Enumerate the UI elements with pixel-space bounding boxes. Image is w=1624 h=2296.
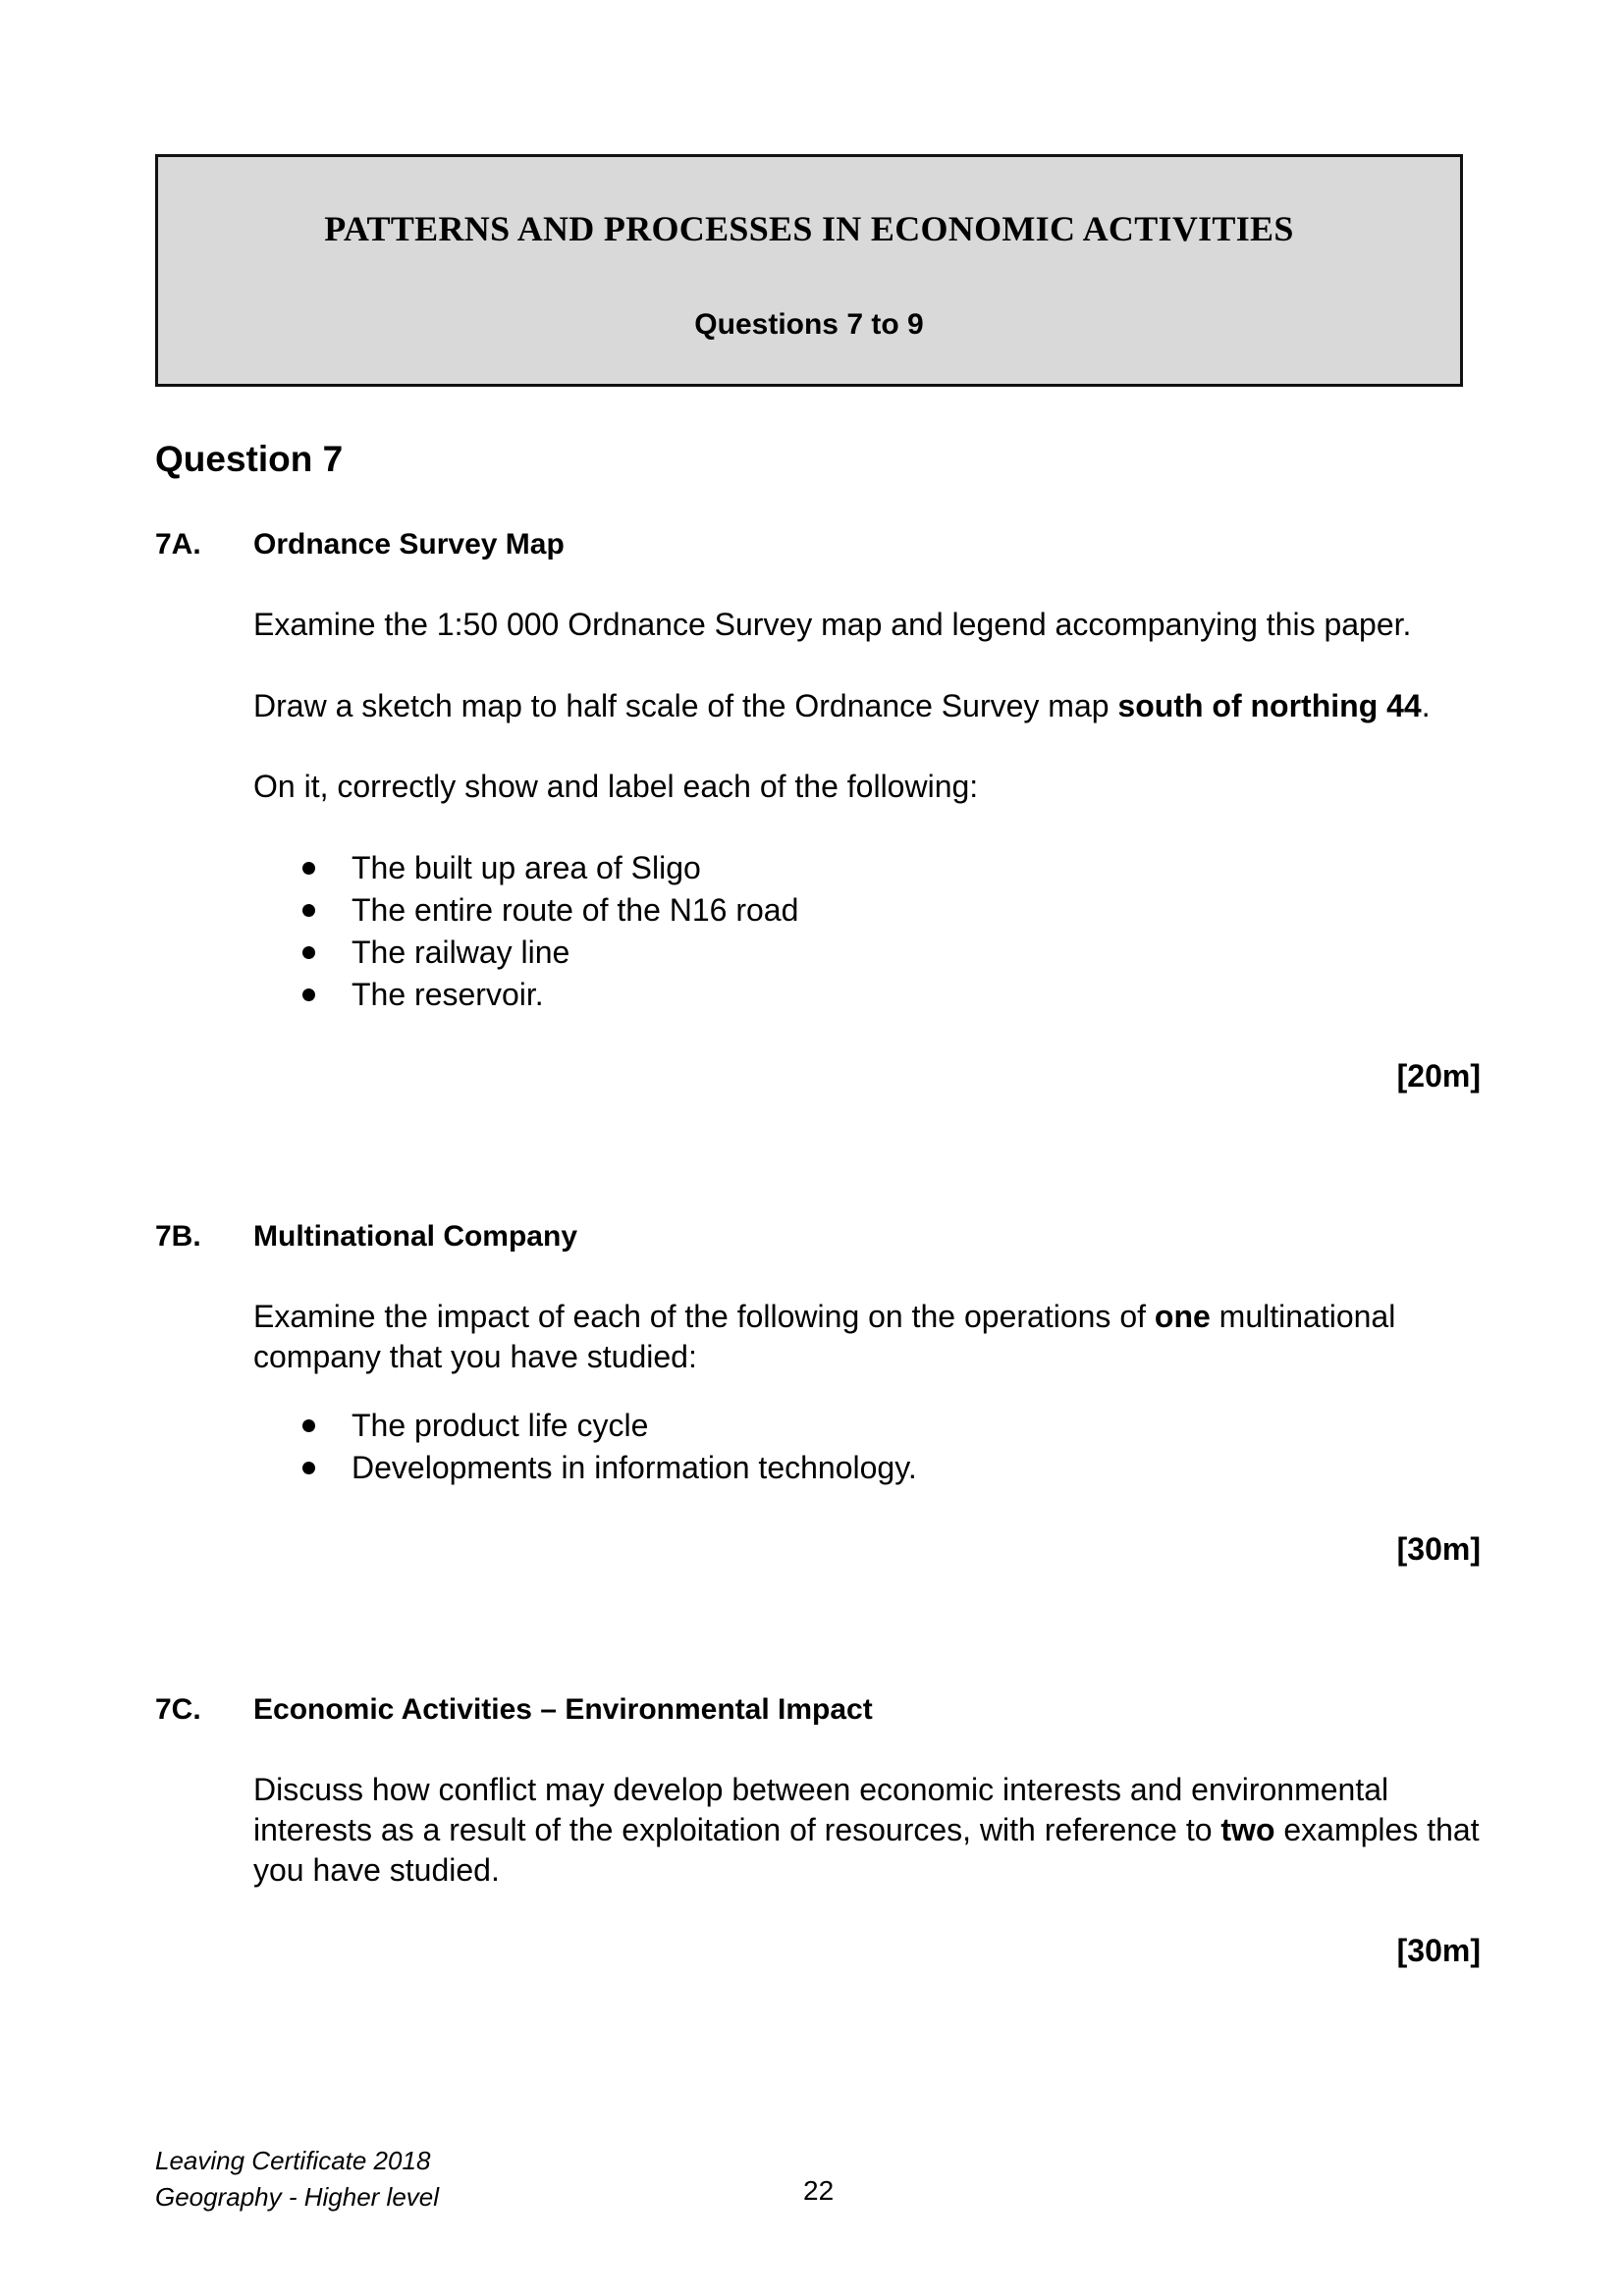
bullet-icon [302, 946, 315, 959]
part-7a-paragraph-3: On it, correctly show and label each of the following: [253, 769, 979, 804]
bullet-icon [302, 1419, 315, 1432]
part-7a-paragraph-1: Examine the 1:50 000 Ordnance Survey map and legend accompanying this paper. [253, 607, 1412, 642]
part-7c-title: Economic Activities – Environmental Impact [253, 1693, 873, 1726]
part-7a-number: 7A. [155, 528, 201, 561]
list-item: The entire route of the N16 road [253, 889, 798, 932]
part-7a-bullet-list [253, 847, 798, 1016]
list-item: The railway line [253, 932, 798, 974]
footer-exam-title: Leaving Certificate 2018 [155, 2146, 431, 2175]
page-number: 22 [803, 2175, 835, 2206]
list-item: Developments in information technology. [253, 1447, 917, 1489]
part-7a-title: Ordnance Survey Map [253, 528, 565, 561]
bullet-icon [302, 988, 315, 1001]
bullet-icon [302, 862, 315, 875]
list-item: The reservoir. [253, 974, 798, 1016]
part-7b-title: Multinational Company [253, 1220, 577, 1253]
part-7b-paragraph-1: Examine the impact of each of the following on the operations of one multinational company that you have studied: [253, 1299, 1396, 1374]
section-banner [155, 154, 1463, 387]
bullet-icon [302, 904, 315, 917]
part-7c-marks: [30m] [1396, 1933, 1481, 1968]
part-7a-paragraph-2: Draw a sketch map to half scale of the Ordnance Survey map south of northing 44. [253, 688, 1431, 723]
emphasis: south of northing 44 [1117, 688, 1422, 723]
part-7b-number: 7B. [155, 1220, 201, 1253]
bullet-icon [302, 1462, 315, 1474]
section-title: PATTERNS AND PROCESSES IN ECONOMIC ACTIVITIES [324, 209, 1294, 248]
list-item: The product life cycle [253, 1405, 917, 1447]
emphasis: one [1154, 1299, 1211, 1334]
question-heading: Question 7 [155, 439, 344, 479]
part-7c-number: 7C. [155, 1693, 201, 1726]
part-7a-marks: [20m] [1396, 1058, 1481, 1094]
part-7c-paragraph-1: Discuss how conflict may develop between economic interests and environmental interests as a result of the exploitation of resources, with reference to two examples that you have studied. [253, 1772, 1480, 1888]
footer-subject-level: Geography - Higher level [155, 2182, 440, 2212]
part-7b-bullet-list [253, 1405, 917, 1489]
list-item: The built up area of Sligo [253, 847, 798, 889]
emphasis: two [1220, 1812, 1275, 1847]
section-subtitle: Questions 7 to 9 [694, 308, 924, 341]
part-7b-marks: [30m] [1396, 1531, 1481, 1567]
